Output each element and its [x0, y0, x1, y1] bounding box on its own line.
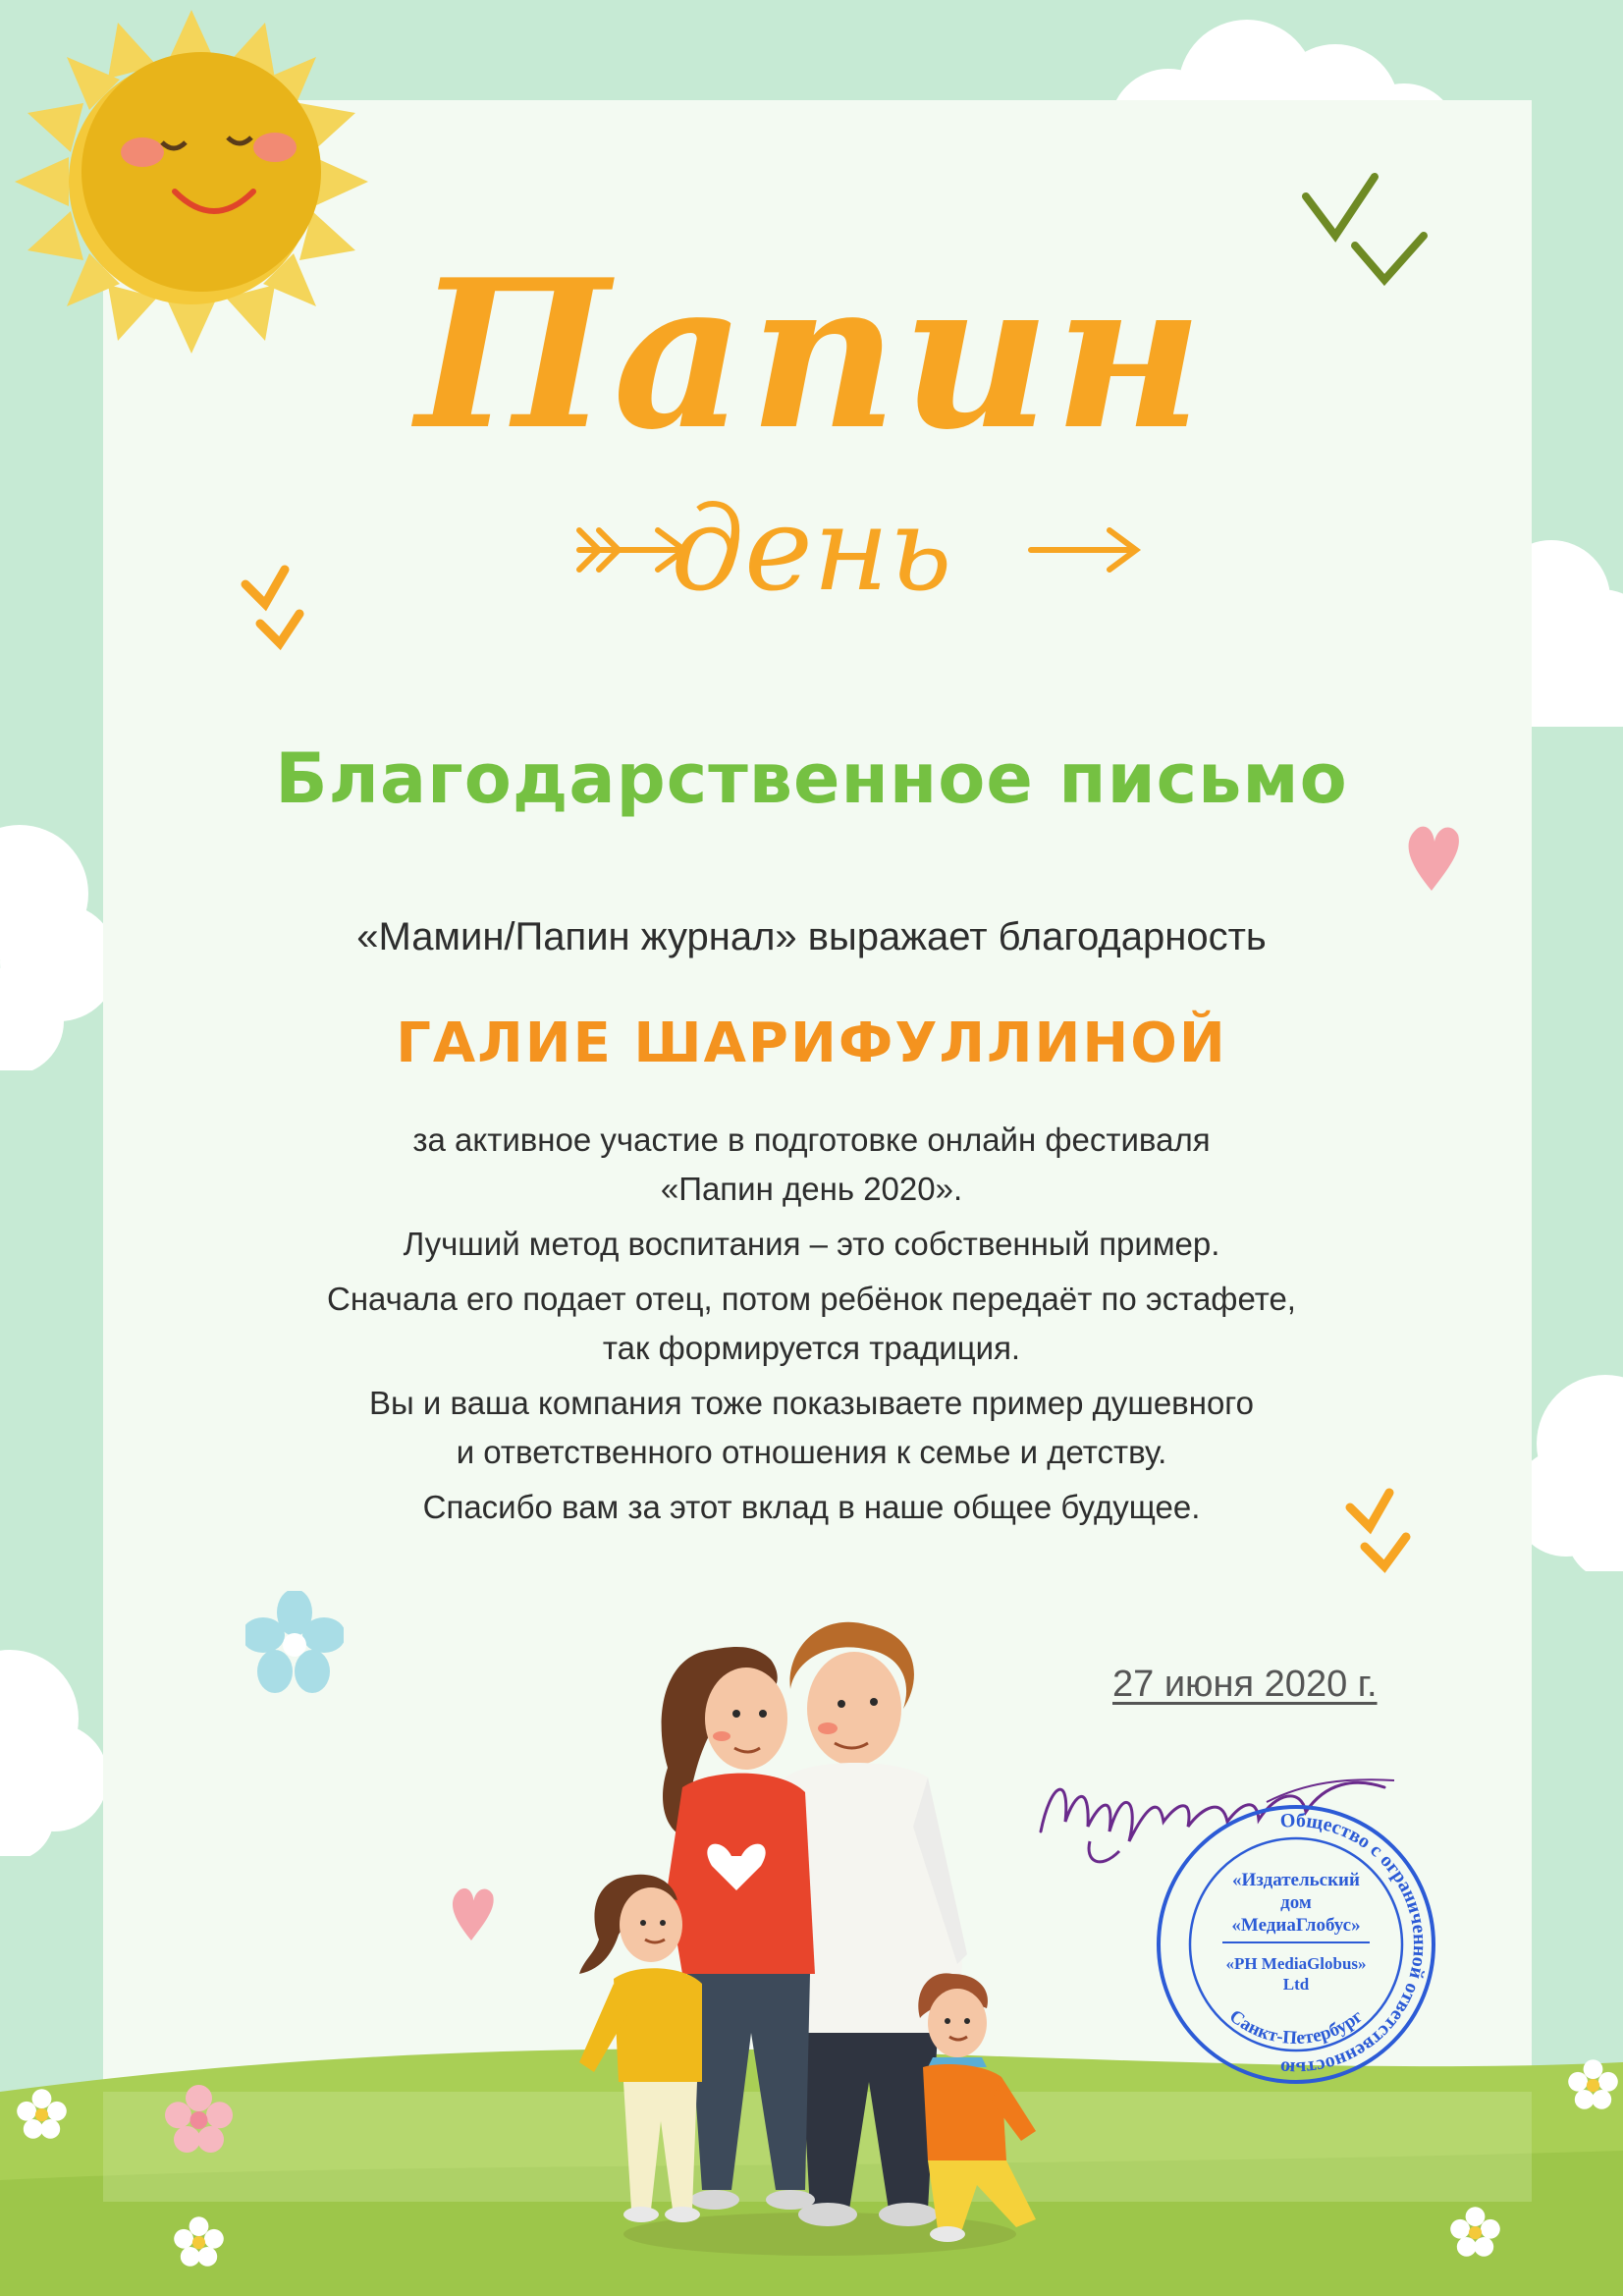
company-stamp: [1149, 1797, 1443, 2092]
stamp-ring-text: Общество с ограниченной ответственностью: [1279, 1809, 1432, 2080]
body-line: так формируется традиция.: [602, 1330, 1021, 1366]
stamp-line: «Издательский: [1232, 1870, 1360, 1890]
body-line: и ответственного отношения к семье и детству.: [456, 1434, 1167, 1470]
flower-icon: [162, 2082, 236, 2156]
heart-icon: [447, 1881, 496, 1944]
family-illustration: [574, 1571, 1065, 2259]
flower-icon: [15, 2087, 69, 2141]
letter-date: 27 июня 2020 г.: [1112, 1664, 1378, 1705]
body-line: за активное участие в подготовке онлайн фестиваля: [412, 1121, 1211, 1158]
body-line: Вы и ваша компания тоже показываете пример душевного: [369, 1385, 1254, 1421]
stamp-line: «PH MediaGlobus»: [1225, 1954, 1367, 1973]
flower-icon: [172, 2214, 226, 2269]
flower-icon: [1448, 2205, 1502, 2259]
body-line: Сначала его подает отец, потом ребёнок передаёт по эстафете,: [327, 1281, 1296, 1317]
body-line: Спасибо вам за этот вклад в наше общее будущее.: [422, 1489, 1201, 1525]
page-title: Папин: [415, 236, 1208, 475]
stamp-city: Санкт-Петербург: [1225, 2005, 1367, 2050]
stamp-line: дом: [1280, 1892, 1312, 1913]
letter-intro: «Мамин/Папин журнал» выражает благодарность: [356, 915, 1267, 958]
stamp-line: «МедиаГлобус»: [1231, 1915, 1361, 1936]
boy-figure: [918, 1973, 1036, 2242]
flower-icon: [245, 1591, 344, 1699]
body-line: Лучший метод воспитания – это собственный пример.: [403, 1226, 1220, 1262]
heart-icon: [1402, 817, 1461, 896]
letter-body: [0, 1116, 1623, 1532]
letter-heading: Благодарственное письмо: [275, 738, 1348, 819]
flower-icon: [1566, 2057, 1620, 2111]
page-subtitle: день: [671, 481, 952, 617]
recipient-name: ГАЛИЕ ШАРИФУЛЛИНОЙ: [396, 1011, 1227, 1075]
stamp-line: Ltd: [1282, 1975, 1310, 1994]
cloud-icon: [0, 1630, 108, 1856]
body-line: «Папин день 2020».: [660, 1171, 963, 1207]
